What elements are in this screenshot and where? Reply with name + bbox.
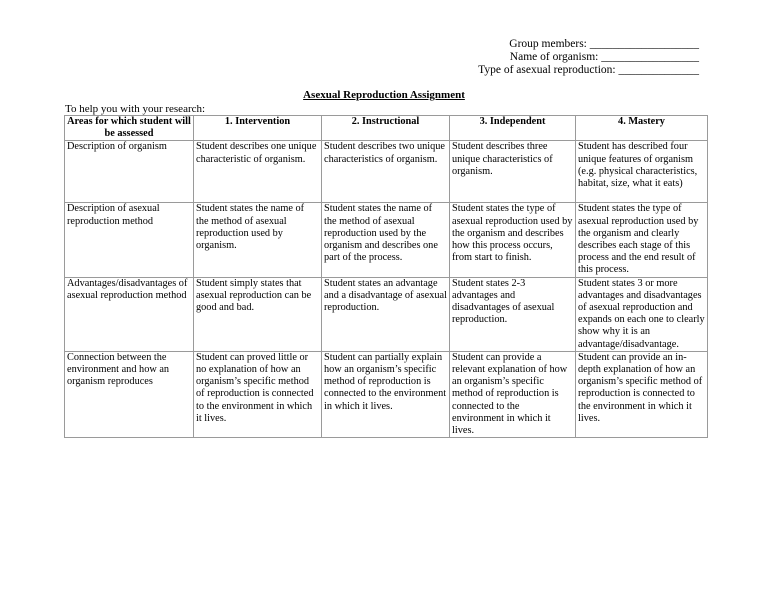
area-cell: Advantages/disadvantages of asexual reproduction method [65,277,194,351]
table-cell: Student states the type of asexual reproduction used by the organism and clearly describes each stage of this process and the end result of this process. [576,203,708,277]
column-header-intervention: 1. Intervention [194,116,322,141]
group-members-field: Group members: ___________________ [509,38,699,50]
column-header-independent: 3. Independent [450,116,576,141]
table-cell: Student states the type of asexual reproduction used by the organism and describes how this process occurs, from start to finish. [450,203,576,277]
table-cell: Student states the name of the method of asexual reproduction used by organism. [194,203,322,277]
reproduction-type-field: Type of asexual reproduction: ______________ [478,64,699,76]
column-header-mastery: 4. Mastery [576,116,708,141]
column-header-instructional: 2. Instructional [322,116,450,141]
table-cell: Student simply states that asexual reproduction can be good and bad. [194,277,322,351]
organism-name-field: Name of organism: _________________ [509,51,699,63]
page-title: Asexual Reproduction Assignment [303,89,465,101]
intro-text: To help you with your research: [65,103,206,115]
area-cell: Description of organism [65,141,194,203]
table-cell: Student describes three unique characteristics of organism. [450,141,576,203]
table-row [65,141,708,203]
table-row [65,351,708,437]
area-cell: Description of asexual reproduction method [65,203,194,277]
table-cell: Student can proved little or no explanation of how an organism’s specific method of reproduction is connected to the environment in which it lives. [194,351,322,437]
table-cell: Student describes two unique characteristics of organism. [322,141,450,203]
column-header-area: Areas for which student will be assessed [65,116,194,141]
area-cell: Connection between the environment and how an organism reproduces [65,351,194,437]
table-cell: Student states the name of the method of asexual reproduction used by the organism and describes one part of the process. [322,203,450,277]
table-cell: Student can partially explain how an organism’s specific method of reproduction is connected to the environment in which it lives. [322,351,450,437]
table-cell: Student describes one unique characteristic of organism. [194,141,322,203]
rubric-table [64,115,708,438]
table-cell: Student can provide an in-depth explanation of how an organism’s specific method of reproduction is connected to the environment in which it lives. [576,351,708,437]
table-cell: Student states 3 or more advantages and disadvantages of asexual reproduction and expands on each one to clearly show why it is an advantage/disadvantage. [576,277,708,351]
table-cell: Student can provide a relevant explanation of how an organism’s specific method of reproduction is connected to the environment in which it lives. [450,351,576,437]
table-row [65,203,708,277]
table-cell: Student states an advantage and a disadvantage of asexual reproduction. [322,277,450,351]
table-cell: Student has described four unique features of organism (e.g. physical characteristics, habitat, size, what it eats) [576,141,708,203]
table-cell: Student states 2-3 advantages and disadvantages of asexual reproduction. [450,277,576,351]
table-row [65,277,708,351]
header-row [65,116,708,141]
